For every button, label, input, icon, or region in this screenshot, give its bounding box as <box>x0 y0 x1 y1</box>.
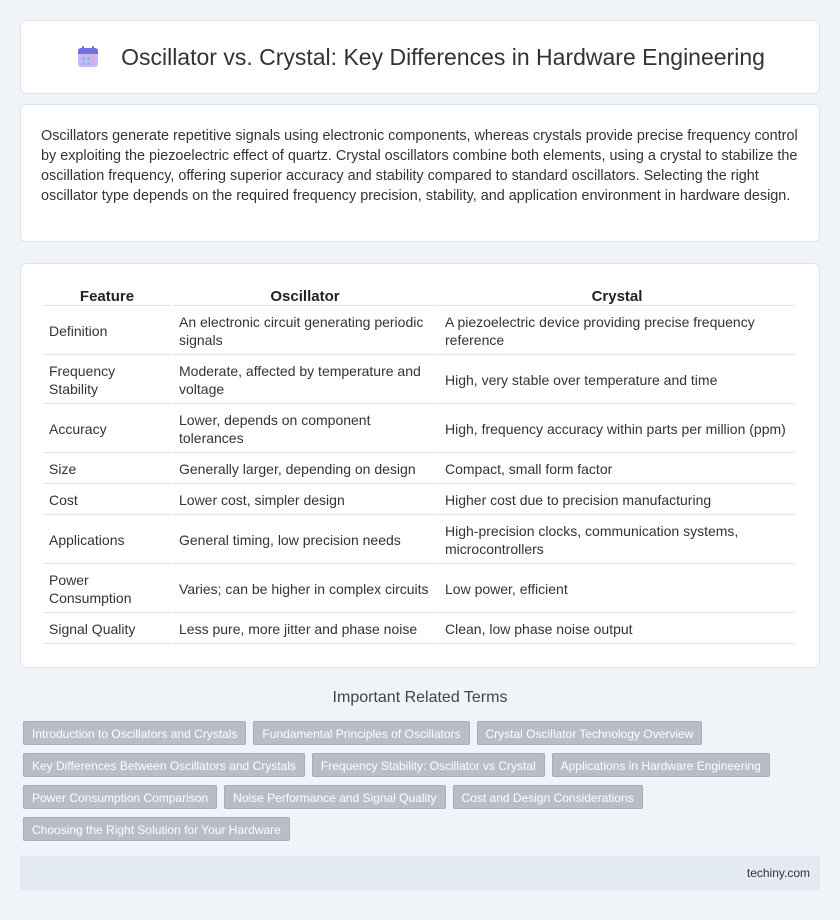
table-cell: Applications <box>43 517 171 564</box>
table-cell: Accuracy <box>43 406 171 453</box>
table-cell: An electronic circuit generating periodic signals <box>173 308 437 355</box>
column-header-oscillator: Oscillator <box>173 284 437 306</box>
related-terms-heading: Important Related Terms <box>332 689 508 706</box>
table-cell: Cost <box>43 486 171 515</box>
tag-row <box>23 817 803 841</box>
table-cell: Frequency Stability <box>43 357 171 404</box>
page-title: Oscillator vs. Crystal: Key Differences in Hardware Engineering <box>121 43 765 70</box>
related-term-link[interactable]: Noise Performance and Signal Quality <box>224 785 445 809</box>
table-row <box>43 308 795 355</box>
table-cell: High, very stable over temperature and time <box>439 357 795 404</box>
comparison-table-card <box>20 263 820 668</box>
table-cell: Low power, efficient <box>439 566 795 613</box>
tag-row <box>23 721 803 745</box>
footer <box>20 856 820 890</box>
column-header-feature: Feature <box>43 284 171 306</box>
intro-text: Oscillators generate repetitive signals using electronic components, whereas crystals provide precise frequency control by exploiting the piezoelectric effect of quartz. Crystal oscillators combine both elements, using a crystal to stabilize the oscillation frequency, offering superior accuracy and stability compared to standard oscillators. Selecting the right oscillator type depends on the required frequency precision, stability, and application environment in hardware design. <box>41 128 798 204</box>
related-term-link[interactable]: Applications in Hardware Engineering <box>552 753 770 777</box>
table-cell: Varies; can be higher in complex circuits <box>173 566 437 613</box>
related-term-link[interactable]: Key Differences Between Oscillators and Crystals <box>23 753 305 777</box>
table-cell: Power Consumption <box>43 566 171 613</box>
related-term-link[interactable]: Cost and Design Considerations <box>453 785 643 809</box>
footer-site-name: techiny.com <box>746 866 810 880</box>
table-cell: Moderate, affected by temperature and voltage <box>173 357 437 404</box>
intro-card <box>20 104 820 242</box>
related-term-link[interactable]: Power Consumption Comparison <box>23 785 217 809</box>
related-term-link[interactable]: Choosing the Right Solution for Your Hardware <box>23 817 290 841</box>
related-term-link[interactable]: Crystal Oscillator Technology Overview <box>477 721 703 745</box>
column-header-crystal: Crystal <box>439 284 795 306</box>
header-card <box>20 20 820 94</box>
table-cell: Lower cost, simpler design <box>173 486 437 515</box>
related-term-link[interactable]: Frequency Stability: Oscillator vs Crystal <box>312 753 545 777</box>
tag-row <box>23 785 803 809</box>
table-row <box>43 566 795 613</box>
comparison-table <box>41 282 797 646</box>
table-cell: Definition <box>43 308 171 355</box>
table-cell: General timing, low precision needs <box>173 517 437 564</box>
table-cell: Lower, depends on component tolerances <box>173 406 437 453</box>
table-row <box>43 615 795 644</box>
table-cell: Less pure, more jitter and phase noise <box>173 615 437 644</box>
table-cell: Clean, low phase noise output <box>439 615 795 644</box>
related-term-link[interactable]: Introduction to Oscillators and Crystals <box>23 721 246 745</box>
table-cell: A piezoelectric device providing precise frequency reference <box>439 308 795 355</box>
table-row <box>43 406 795 453</box>
table-cell: Generally larger, depending on design <box>173 455 437 484</box>
table-cell: High-precision clocks, communication systems, microcontrollers <box>439 517 795 564</box>
table-cell: Compact, small form factor <box>439 455 795 484</box>
table-cell: Size <box>43 455 171 484</box>
table-row <box>43 486 795 515</box>
related-terms-list <box>23 721 803 849</box>
related-term-link[interactable]: Fundamental Principles of Oscillators <box>253 721 469 745</box>
tag-row <box>23 753 803 777</box>
table-row <box>43 517 795 564</box>
table-cell: Signal Quality <box>43 615 171 644</box>
table-cell: Higher cost due to precision manufacturing <box>439 486 795 515</box>
table-row <box>43 357 795 404</box>
table-cell: High, frequency accuracy within parts per million (ppm) <box>439 406 795 453</box>
calendar-icon <box>75 44 101 70</box>
table-header-row <box>43 284 795 306</box>
table-row <box>43 455 795 484</box>
